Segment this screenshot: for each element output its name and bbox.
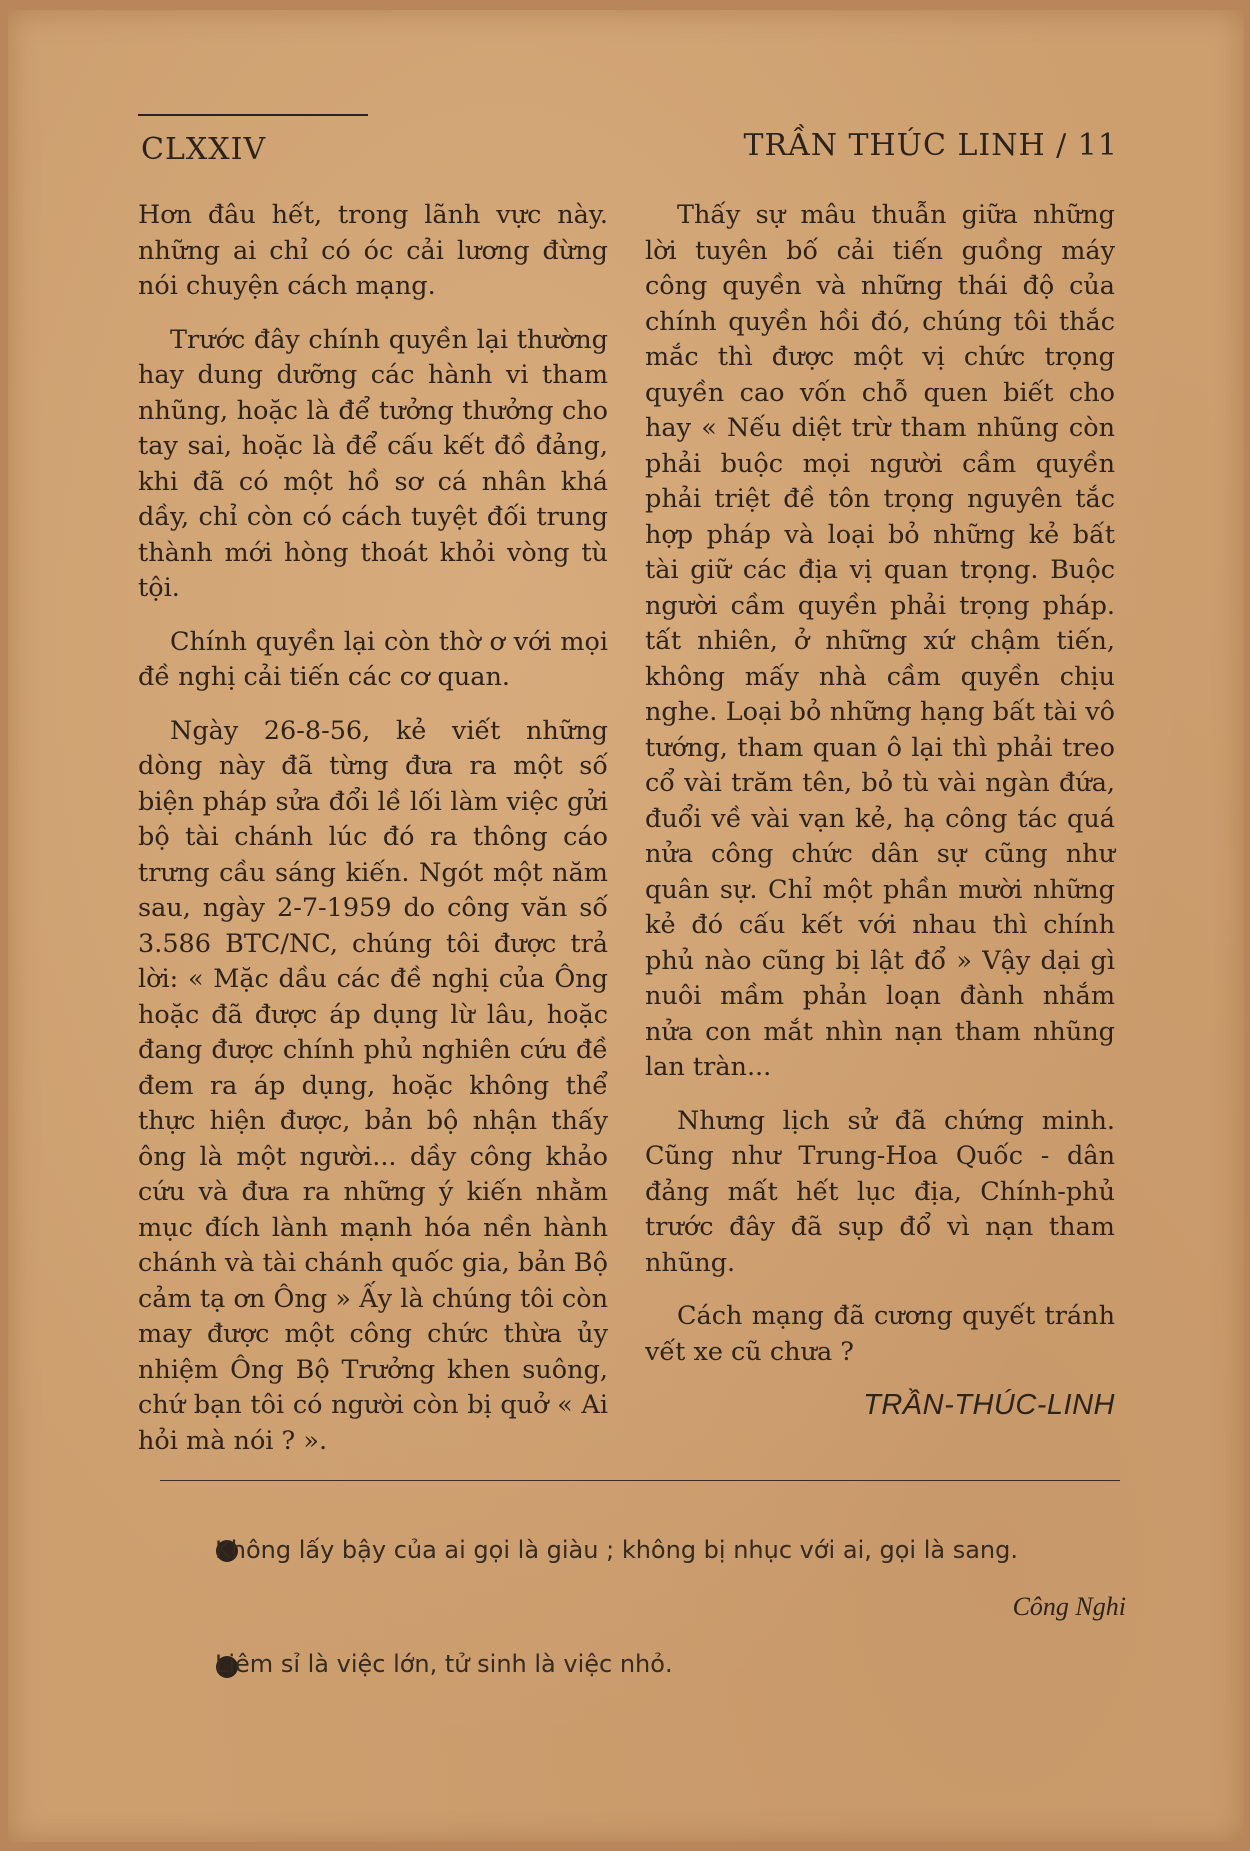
section-divider bbox=[160, 1480, 1120, 1481]
quote-2 bbox=[153, 1644, 1200, 1684]
running-header: TRẦN THÚC LINH / 11 bbox=[743, 128, 1118, 163]
paragraph: Thấy sự mâu thuẫn giữa những lời tuyên bố cải tiến guồng máy công quyền và những thái độ của chính quyền hồi đó, chúng tôi thắc mắc thì được một vị chức trọng quyền cao vốn chỗ quen biết cho hay « Nếu diệt trừ tham nhũng còn phải buộc mọi người cầm quyền phải triệt đề tôn trọng nguyên tắc hợp pháp và loại bỏ những kẻ bất tài giữ các địa vị quan trọng. Buộc người cầm quyền phải trọng pháp. tất nhiên, ở những xứ chậm tiến, không mấy nhà cầm quyền chịu nghe. Loại bỏ những hạng bất tài vô tướng, tham quan ô lại thì phải treo cổ vài trăm tên, bỏ tù vài ngàn đứa, đuổi về vài vạn kẻ, hạ công tác quá nửa công chức dân sự cũng như quân sự. Chỉ một phần mười những kẻ đó cấu kết với nhau thì chính phủ nào cũng bị lật đổ » Vậy dại gì nuôi mầm phản loạn đành nhắm nửa con mắt nhìn nạn tham nhũng lan tràn... bbox=[645, 200, 1115, 1082]
signature: TRẦN-THÚC-LINH bbox=[863, 1389, 1115, 1421]
paragraph: Cách mạng đã cương quyết tránh vết xe cũ chưa ? bbox=[645, 1301, 1115, 1367]
paragraph: Hơn đâu hết, trong lãnh vực này. những ai chỉ có óc cải lương đừng nói chuyện cách mạng. bbox=[138, 200, 608, 301]
paragraph: Chính quyền lại còn thờ ơ với mọi đề nghị cải tiến các cơ quan. bbox=[138, 626, 608, 692]
issue-number: CLXXIV bbox=[141, 132, 267, 167]
paragraph: Trước đây chính quyền lại thường hay dung dưỡng các hành vi tham nhũng, hoặc là để tưởng thưởng cho tay sai, hoặc là để cấu kết đồ đảng, khi đã có một hồ sơ cá nhân khá dầy, chỉ còn có cách tuyệt đối trung thành mới hòng thoát khỏi vòng tù tội. bbox=[138, 324, 608, 603]
header-rule bbox=[138, 114, 368, 116]
quote-1 bbox=[153, 1530, 1138, 1570]
paragraph: Nhưng lịch sử đã chứng minh. Cũng như Trung-Hoa Quốc - dân đảng mất hết lục địa, Chính-phủ trước đây đã sụp đổ vì nạn tham nhũng. bbox=[645, 1105, 1115, 1278]
right-column bbox=[645, 198, 1115, 1424]
paragraph: Ngày 26-8-56, kẻ viết những dòng này đã từng đưa ra một số biện pháp sửa đổi lề lối làm việc gửi bộ tài chánh lúc đó ra thông cáo trưng cầu sáng kiến. Ngót một năm sau, ngày 2-7-1959 do công văn số 3.586 BTC/NC, chúng tôi được trả lời: « Mặc dầu các đề nghị của Ông hoặc đã được áp dụng lừ lâu, hoặc đang được chính phủ nghiên cứu đề đem ra áp dụng, hoặc không thể thực hiện được, bản bộ nhận thấy ông là một người... dầy công khảo cứu và đưa ra những ý kiến nhằm mục đích lành mạnh hóa nền hành chánh và tài chánh quốc gia, bản Bộ cảm tạ ơn Ông » Ấy là chúng tôi còn may được một công chức thừa ủy nhiệm Ông Bộ Trưởng khen suông, chứ bạn tôi có người còn bị quở « Ai hỏi mà nói ? ». bbox=[138, 715, 608, 1456]
left-column bbox=[138, 198, 608, 1477]
quote-author: Công Nghi bbox=[1012, 1592, 1126, 1621]
page bbox=[8, 10, 1244, 1842]
quote-text: Liêm sỉ là việc lớn, tử sinh là việc nhỏ. bbox=[215, 1650, 673, 1678]
quote-text: Không lấy bậy của ai gọi là giàu ; không bị nhục với ai, gọi là sang. bbox=[215, 1536, 1018, 1564]
